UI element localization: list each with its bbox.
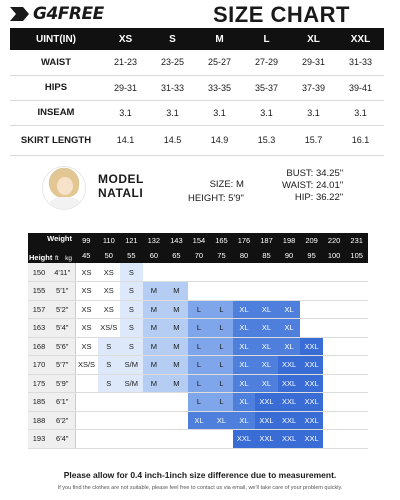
size-cell: XS (75, 282, 98, 301)
table-cell: 37-39 (290, 75, 337, 100)
height-cm: 157 (28, 300, 50, 319)
size-cell: XS (75, 300, 98, 319)
size-cell: XXL (300, 337, 323, 356)
size-cell (120, 411, 143, 430)
weight-lb-header: 198 (278, 233, 301, 248)
table-cell: 3.1 (337, 100, 384, 125)
height-ft: 5'2" (50, 300, 75, 319)
row-label: INSEAM (10, 100, 102, 125)
height-ft: 6'1" (50, 393, 75, 412)
model-avatar (42, 166, 86, 210)
weight-kg-header: 85 (255, 248, 278, 263)
weight-kg-header: 65 (165, 248, 188, 263)
height-ft: 6'2" (50, 411, 75, 430)
grid-row (28, 300, 368, 319)
table-cell: 14.1 (102, 125, 149, 155)
grid-row (28, 282, 368, 301)
size-cell: XS (98, 263, 121, 282)
size-cell: M (143, 282, 166, 301)
size-header: XL (290, 28, 337, 50)
height-ft: 4'11" (50, 263, 75, 282)
size-cell (210, 263, 233, 282)
weight-lb-header: 121 (120, 233, 143, 248)
size-cell (345, 356, 368, 375)
size-cell: XXL (278, 356, 301, 375)
model-info (10, 162, 390, 218)
size-cell: S/M (120, 374, 143, 393)
weight-kg-header: 45 (75, 248, 98, 263)
size-cell (210, 282, 233, 301)
weight-lb-header: 143 (165, 233, 188, 248)
fit-grid (28, 233, 368, 449)
table-cell: 3.1 (290, 100, 337, 125)
height-cm: 150 (28, 263, 50, 282)
size-cell: S (120, 282, 143, 301)
weight-lb-header: 99 (75, 233, 98, 248)
size-cell (143, 393, 166, 412)
size-cell: L (188, 393, 211, 412)
hip-value: 36.22" (315, 192, 344, 203)
size-cell: XXL (278, 411, 301, 430)
table-cell: 21-23 (102, 50, 149, 75)
size-cell: L (210, 374, 233, 393)
table-cell: 39-41 (337, 75, 384, 100)
height-label: HEIGHT: (188, 193, 226, 204)
size-value: M (235, 179, 244, 190)
row-label: HIPS (10, 75, 102, 100)
size-cell: L (210, 337, 233, 356)
table-cell: 27-29 (243, 50, 290, 75)
size-cell: XXL (300, 356, 323, 375)
grid-row (28, 393, 368, 412)
size-cell: XL (233, 337, 256, 356)
table-cell: 29-31 (102, 75, 149, 100)
size-cell: L (210, 319, 233, 338)
size-cell: XL (233, 300, 256, 319)
size-cell (165, 411, 188, 430)
size-header: S (149, 28, 196, 50)
weight-lb-header: 187 (255, 233, 278, 248)
size-cell: XL (210, 411, 233, 430)
size-cell: XL (188, 411, 211, 430)
size-cell: XXL (233, 430, 256, 449)
fit-grid-table (28, 233, 368, 449)
size-cell (300, 263, 323, 282)
size-cell (188, 263, 211, 282)
bust-label: BUST: (286, 168, 314, 179)
grid-row (28, 319, 368, 338)
measurement-note: Please allow for 0.4 inch-1inch size difference due to measurement. (63, 470, 337, 480)
table-cell: 3.1 (102, 100, 149, 125)
size-cell (120, 393, 143, 412)
size-cell (323, 300, 346, 319)
size-cell: XL (233, 393, 256, 412)
height-ft: 6'4" (50, 430, 75, 449)
height-cm: 175 (28, 374, 50, 393)
size-header: L (243, 28, 290, 50)
contact-note: If you find the clothes are not suitable, please feel free to contact us via email, we'll take care of your problem quickly. (57, 485, 343, 491)
size-cell (323, 411, 346, 430)
height-cm: 193 (28, 430, 50, 449)
size-cell: S (120, 319, 143, 338)
size-cell: XXL (278, 374, 301, 393)
size-cell (278, 263, 301, 282)
table-cell: 29-31 (290, 50, 337, 75)
height-cm: 170 (28, 356, 50, 375)
height-cm: 163 (28, 319, 50, 338)
size-cell (323, 282, 346, 301)
size-cell: S (120, 263, 143, 282)
size-header: XXL (337, 28, 384, 50)
unit-label: UINT(IN) (10, 28, 102, 50)
size-cell: XXL (300, 393, 323, 412)
size-cell: M (143, 300, 166, 319)
weight-kg-header: 105 (345, 248, 368, 263)
size-cell: XL (233, 319, 256, 338)
weight-kg-header: 55 (120, 248, 143, 263)
weight-kg-header: 50 (98, 248, 121, 263)
size-cell (323, 356, 346, 375)
size-cell (345, 282, 368, 301)
size-cell: M (165, 337, 188, 356)
grid-row (28, 337, 368, 356)
size-cell: XXL (300, 430, 323, 449)
size-cell: XXL (255, 393, 278, 412)
table-cell: 35-37 (243, 75, 290, 100)
size-header: XS (102, 28, 149, 50)
height-value: 5'9" (228, 193, 244, 204)
model-name-block (98, 172, 144, 200)
size-cell (345, 337, 368, 356)
weight-lb-header: 209 (300, 233, 323, 248)
size-cell: M (165, 374, 188, 393)
grid-row (28, 430, 368, 449)
size-cell: XS/S (75, 356, 98, 375)
model-label: MODEL (98, 172, 144, 186)
weight-kg-header: 80 (233, 248, 256, 263)
size-cell: XL (233, 411, 256, 430)
size-cell: XL (255, 300, 278, 319)
page-title: SIZE CHART (213, 2, 350, 27)
size-cell: M (165, 356, 188, 375)
size-cell (98, 411, 121, 430)
size-cell: S (120, 300, 143, 319)
size-cell (278, 282, 301, 301)
size-cell: XL (278, 319, 301, 338)
model-measurements (282, 168, 343, 204)
size-cell (345, 374, 368, 393)
size-table (10, 28, 384, 156)
table-cell: 3.1 (243, 100, 290, 125)
size-cell (255, 263, 278, 282)
weight-kg-header: 75 (210, 248, 233, 263)
size-cell: XS/S (98, 319, 121, 338)
size-cell (165, 430, 188, 449)
size-cell: L (210, 393, 233, 412)
size-cell: M (143, 337, 166, 356)
size-cell: S (98, 356, 121, 375)
row-label: SKIRT LENGTH (10, 125, 102, 155)
size-cell (233, 282, 256, 301)
size-cell (75, 393, 98, 412)
header (0, 0, 400, 28)
size-cell (345, 263, 368, 282)
table-cell: 16.1 (337, 125, 384, 155)
size-cell: L (210, 356, 233, 375)
weight-kg-header: 70 (188, 248, 211, 263)
size-cell: S (120, 337, 143, 356)
size-cell (98, 393, 121, 412)
weight-lb-header: 154 (188, 233, 211, 248)
size-cell (300, 300, 323, 319)
size-cell (323, 337, 346, 356)
height-ft: 5'1" (50, 282, 75, 301)
height-ft: 5'7" (50, 356, 75, 375)
size-cell (323, 430, 346, 449)
size-cell (75, 374, 98, 393)
size-cell: L (188, 337, 211, 356)
bust-value: 34.25" (315, 168, 344, 179)
size-cell: XS (98, 300, 121, 319)
model-name: NATALI (98, 186, 144, 200)
size-cell (165, 393, 188, 412)
grid-row (28, 374, 368, 393)
kg-unit: kg (65, 255, 72, 262)
size-cell: M (143, 319, 166, 338)
size-cell (323, 319, 346, 338)
table-cell: 3.1 (149, 100, 196, 125)
size-cell: XL (233, 356, 256, 375)
size-cell: S/M (120, 356, 143, 375)
size-cell: M (165, 319, 188, 338)
row-label: WAIST (10, 50, 102, 75)
logo-arrow-icon (10, 5, 32, 23)
size-cell (75, 430, 98, 449)
size-cell (345, 319, 368, 338)
size-cell (255, 282, 278, 301)
size-cell: M (143, 356, 166, 375)
size-cell (233, 263, 256, 282)
table-cell: 33-35 (196, 75, 243, 100)
weight-lb-header: 110 (98, 233, 121, 248)
ft-unit: ft (55, 255, 59, 262)
table-cell: 14.5 (149, 125, 196, 155)
height-ft: 5'6" (50, 337, 75, 356)
height-ft: 5'9" (50, 374, 75, 393)
grid-row (28, 411, 368, 430)
weight-lb-header: 231 (345, 233, 368, 248)
weight-lb-header: 132 (143, 233, 166, 248)
size-cell (165, 263, 188, 282)
brand-logo (10, 4, 104, 24)
size-cell: L (188, 374, 211, 393)
weight-kg-header: 90 (278, 248, 301, 263)
logo-text: G4FREE (33, 4, 104, 24)
size-cell (345, 393, 368, 412)
size-cell (323, 263, 346, 282)
size-cell (345, 430, 368, 449)
table-cell: 14.9 (196, 125, 243, 155)
size-cell: L (188, 300, 211, 319)
height-cm: 168 (28, 337, 50, 356)
size-cell (75, 411, 98, 430)
height-label: Height (29, 253, 53, 262)
height-cm: 155 (28, 282, 50, 301)
size-header: M (196, 28, 243, 50)
size-cell: XS (75, 319, 98, 338)
size-cell: XXL (255, 430, 278, 449)
size-cell: XXL (278, 430, 301, 449)
table-cell: 25-27 (196, 50, 243, 75)
weight-lb-header: 176 (233, 233, 256, 248)
grid-header-kg (28, 248, 368, 263)
size-cell: M (165, 282, 188, 301)
table-cell: 15.3 (243, 125, 290, 155)
size-cell: S (98, 337, 121, 356)
size-cell (143, 263, 166, 282)
table-cell: 31-33 (337, 50, 384, 75)
footer (0, 470, 400, 492)
height-ft: 5'4" (50, 319, 75, 338)
hip-label: HIP: (294, 192, 314, 203)
size-cell (345, 411, 368, 430)
size-cell: XL (255, 319, 278, 338)
weight-lb-header: 165 (210, 233, 233, 248)
size-cell (188, 430, 211, 449)
size-cell: XXL (278, 393, 301, 412)
size-cell (98, 430, 121, 449)
grid-row (28, 356, 368, 375)
height-cm: 188 (28, 411, 50, 430)
size-cell: L (210, 300, 233, 319)
table-row (10, 75, 384, 100)
size-cell (188, 282, 211, 301)
size-cell: XS (75, 337, 98, 356)
height-cm: 185 (28, 393, 50, 412)
size-cell: M (143, 374, 166, 393)
weight-kg-header: 95 (300, 248, 323, 263)
size-cell (323, 374, 346, 393)
size-cell: XL (278, 337, 301, 356)
size-cell: XL (278, 300, 301, 319)
size-cell: XL (255, 356, 278, 375)
size-label: SIZE: (209, 179, 234, 190)
weight-label: Weight (47, 234, 72, 243)
size-cell (345, 300, 368, 319)
table-row (10, 125, 384, 155)
table-row (10, 50, 384, 75)
weight-lb-header: 220 (323, 233, 346, 248)
size-cell (300, 282, 323, 301)
size-cell: XXL (300, 411, 323, 430)
waist-label: WAIST: (282, 180, 314, 191)
size-cell: L (188, 356, 211, 375)
size-cell: M (165, 300, 188, 319)
size-cell: XS (75, 263, 98, 282)
waist-value: 24.01" (315, 180, 344, 191)
table-cell: 31-33 (149, 75, 196, 100)
size-cell (323, 393, 346, 412)
size-cell (143, 411, 166, 430)
table-row (10, 100, 384, 125)
size-cell (120, 430, 143, 449)
grid-corner (28, 233, 75, 263)
size-cell (210, 430, 233, 449)
weight-kg-header: 60 (143, 248, 166, 263)
size-cell (300, 319, 323, 338)
size-table-header-row (10, 28, 384, 50)
model-size-height (188, 178, 244, 206)
weight-kg-header: 100 (323, 248, 346, 263)
grid-row (28, 263, 368, 282)
size-cell: XS (98, 282, 121, 301)
table-cell: 3.1 (196, 100, 243, 125)
grid-header-lb (28, 233, 368, 248)
size-cell: XL (233, 374, 256, 393)
table-cell: 15.7 (290, 125, 337, 155)
size-cell: XXL (255, 411, 278, 430)
size-cell: XL (255, 337, 278, 356)
size-cell: XL (255, 374, 278, 393)
size-cell: XXL (300, 374, 323, 393)
size-cell: L (188, 319, 211, 338)
size-cell: S (98, 374, 121, 393)
size-cell (143, 430, 166, 449)
table-cell: 23-25 (149, 50, 196, 75)
